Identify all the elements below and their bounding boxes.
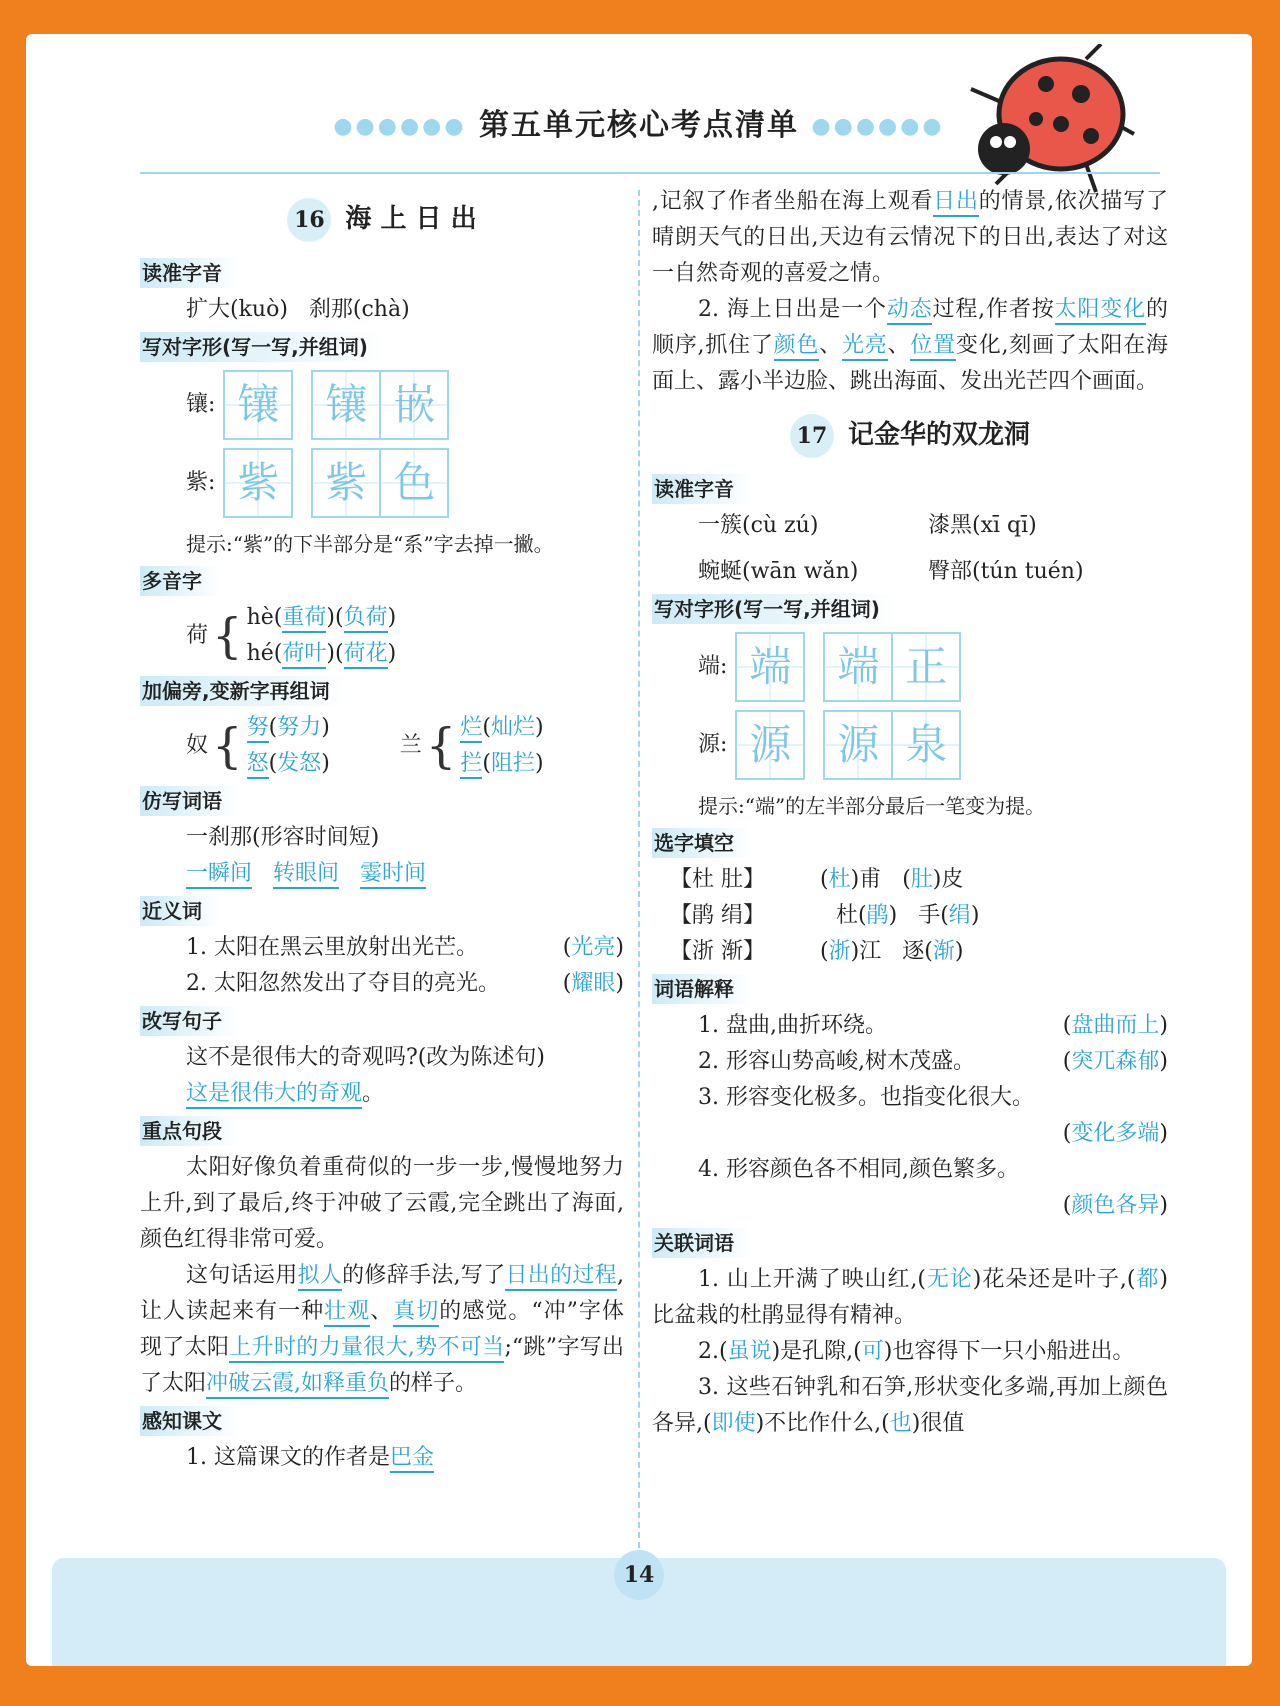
polyphone-group: 荷 { hè(重荷)(负荷) hé(荷叶)(荷花) <box>140 600 624 672</box>
page-number: 14 <box>614 1550 664 1600</box>
section-rewrite: 改写句子 <box>140 1006 240 1036</box>
header-dots-right: ●●●●●● <box>811 114 945 139</box>
section-write: 写对字形(写一写,并组词) <box>140 332 386 362</box>
write-row-1: 镶: 镶 镶 嵌 <box>186 370 624 440</box>
page-title: 第五单元核心考点清单 <box>479 108 799 143</box>
header-dots-left: ●●●●●● <box>333 114 467 139</box>
perceive-1-start: 1. 这篇课文的作者是巴金 <box>140 1440 624 1476</box>
write17-row-1: 端: 端 端 正 <box>698 632 1168 702</box>
right-column: ,记叙了作者坐船在海上观看日出的情景,依次描写了晴朗天气的日出,天边有云情况下的日出,表达了对这一自然奇观的喜爱之情。 2. 海上日出是一个动态过程,作者按太阳变化的顺序,抓住了颜色、光亮、位置变化,刻画了太阳在海面上、露小半边脸、跳出海面、发出光芒四个画面。 17 记金华的双龙洞 读准字音 一簇(cù zú) 漆黑(xī qī) 蜿蜒(wān wǎn) 臀部(tún tuén) 写对字形(写一写,并组词) 端: 端 端 正 源: 源 源 泉 提示:“端”的左半部分最后一笔变为提。 选字填空 【杜 肚】 (杜)甫 (肚)皮 【鹃 绢】 杜(鹃) 手(绢) 【浙 渐】 (浙)江 逐(渐) 词语解释 1. 盘曲,曲折环绕。 (盘曲而上) 2. 形容山势高峻,树木茂盛。 (突兀森郁) 3. 形容变化极多。也指变化很大。 (变化多端) 4. 形容颜色各不相同,颜色繁多。 (颜色各异) 关联词语 1. 山上开满了映山红,(无论)花朵还是叶子,(都)比盆栽的杜鹃显得有精神。 2.(虽说)是孔隙,(可)也容得下一只小船进出。 3. 这些石钟乳和石笋,形状变化多端,再加上颜色各异,(即使)不比作什么,(也)很值 <box>652 184 1168 1442</box>
section-polyphone: 多音字 <box>140 566 220 596</box>
page-header <box>26 100 1252 144</box>
key-passage: 太阳好像负着重荷似的一步一步,慢慢地努力上升,到了最后,终于冲破了云霞,完全跳出了海面,颜色红得非常可爱。 <box>140 1155 624 1252</box>
section-write-17: 写对字形(写一写,并组词) <box>652 594 898 624</box>
lesson16-title: 16 海 上 日 出 <box>140 198 624 242</box>
radical-group: 奴 { 努(努力) 怒(发怒) 兰 { 烂(灿烂) 拦(阻拦) <box>140 710 624 782</box>
section-explain: 词语解释 <box>652 974 752 1004</box>
lesson17-title: 17 记金华的双龙洞 <box>652 414 1168 458</box>
workbook-page <box>26 34 1252 1666</box>
key-analysis: 这句话运用拟人的修辞手法,写了日出的过程,让人读起来有一种壮观、真切的感觉。“冲”字体现了太阳上升时的力量很大,势不可当;“跳”字写出了太阳冲破云霞,如释重负的样子。 <box>140 1258 624 1402</box>
left-column: 16 海 上 日 出 读准字音 扩大(kuò) 刹那(chà) 写对字形(写一写,并组词) 镶: 镶 镶 嵌 紫: 紫 紫 色 提示:“紫”的下半部分是“系”字去掉一撇。 多音字 荷 { hè(重荷)(负荷) hé(荷叶)(荷花) 加偏旁,变新字再组词 奴 { 努(努力) 怒(发怒) 兰 { 烂(灿烂) 拦(阻拦) 仿写词语 一刹那(形容时间短) 一瞬间 转眼间 霎时间 近义词 1. 太阳在黑云里放射出光芒。 (光亮) 2. 太阳忽然发出了夺目的亮光。 (耀眼) 改写句子 这不是很伟大的奇观吗?(改为陈述句) 这是很伟大的奇观。 重点句段 太阳好像负着重荷似的一步一步,慢慢地努力上升,到了最后,终于冲破了云霞,完全跳出了海面,颜色红得非常可爱。 这句话运用拟人的修辞手法,写了日出的过程,让人读起来有一种壮观、真切的感觉。“冲”字体现了太阳上升时的力量很大,势不可当;“跳”字写出了太阳冲破云霞,如释重负的样子。 感知课文 1. 这篇课文的作者是巴金 <box>140 184 624 1476</box>
header-divider <box>140 172 1160 174</box>
section-read-17: 读准字音 <box>652 474 752 504</box>
read-items: 扩大(kuò) 刹那(chà) <box>186 297 410 322</box>
write-row-2: 紫: 紫 紫 色 <box>186 448 624 518</box>
perceive-1-cont: ,记叙了作者坐船在海上观看日出的情景,依次描写了晴朗天气的日出,天边有云情况下的日出,表达了对这一自然奇观的喜爱之情。 <box>652 189 1168 286</box>
section-synonym: 近义词 <box>140 896 220 926</box>
section-radical: 加偏旁,变新字再组词 <box>140 676 348 706</box>
imitate-answers: 一瞬间 转眼间 霎时间 <box>140 856 624 892</box>
write17-row-2: 源: 源 源 泉 <box>698 710 1168 780</box>
perceive-2: 2. 海上日出是一个动态过程,作者按太阳变化的顺序,抓住了颜色、光亮、位置变化,刻画了太阳在海面上、露小半边脸、跳出海面、发出光芒四个画面。 <box>652 297 1168 394</box>
write17-hint: 提示:“端”的左半部分最后一笔变为提。 <box>698 794 1046 818</box>
section-key: 重点句段 <box>140 1116 240 1146</box>
section-conjunction: 关联词语 <box>652 1228 752 1258</box>
section-imitate: 仿写词语 <box>140 786 240 816</box>
section-read: 读准字音 <box>140 258 240 288</box>
write-hint: 提示:“紫”的下半部分是“系”字去掉一撇。 <box>186 532 554 556</box>
section-perceive: 感知课文 <box>140 1406 240 1436</box>
column-divider <box>638 190 640 1558</box>
section-fill: 选字填空 <box>652 828 752 858</box>
